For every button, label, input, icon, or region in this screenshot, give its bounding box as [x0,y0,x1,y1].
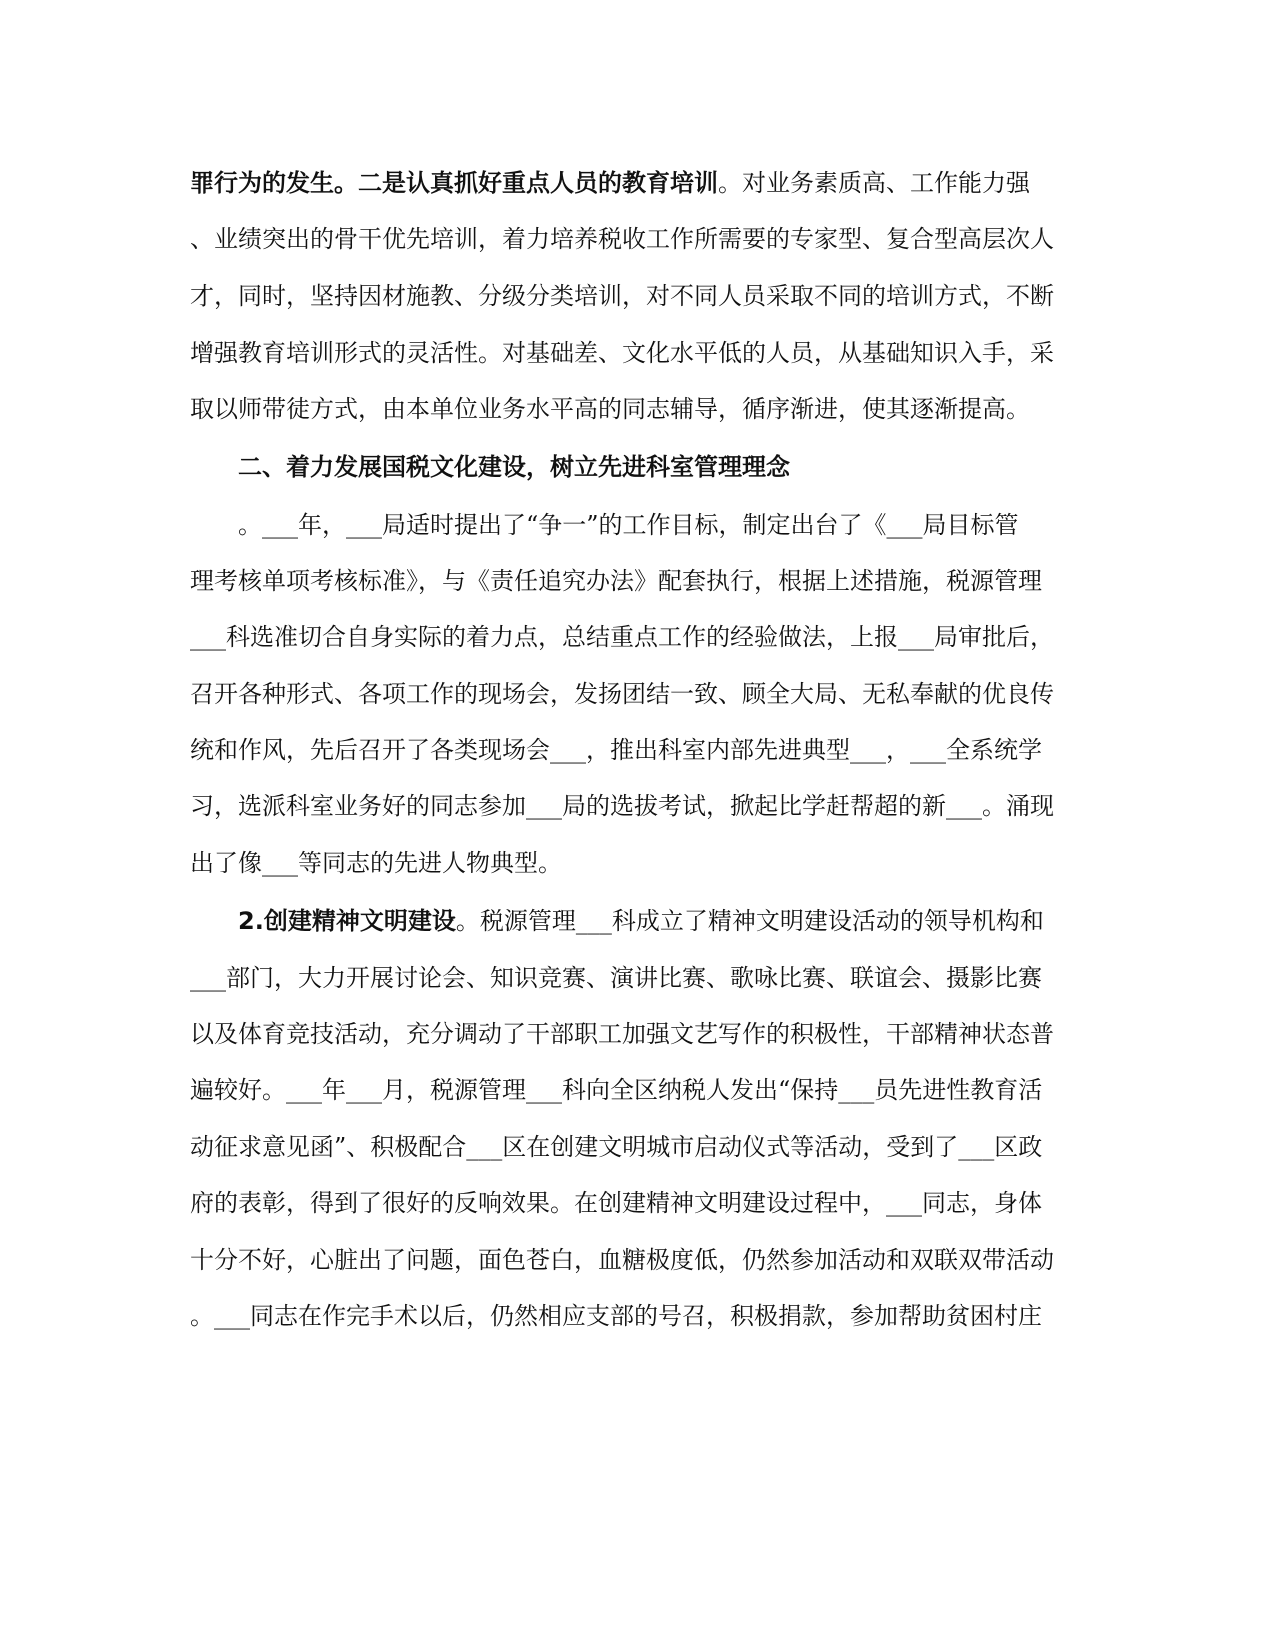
text-run: ___部门，大力开展讨论会、知识竞赛、演讲比赛、歌咏比赛、联谊会、摄影比赛 [190,964,1042,992]
text-run: 府的表彰，得到了很好的反响效果。在创建精神文明建设过程中，___同志，身体 [190,1189,1042,1217]
text-run: 十分不好，心脏出了问题，面色苍白，血糖极度低，仍然参加活动和双联双带活动 [190,1246,1054,1274]
text-line-13 [190,848,1090,878]
text-run: 召开各种形式、各项工作的现场会，发扬团结一致、顾全大局、无私奉献的优良传 [190,680,1054,708]
text-line-17 [190,1075,1090,1105]
text-run: 才，同时，坚持因材施教、分级分类培训，对不同人员采取不同的培训方式，不断 [190,282,1054,310]
text-run: 动征求意见函”、积极配合___区在创建文明城市启动仪式等活动，受到了___区政 [190,1133,1043,1161]
text-line-3 [190,281,1090,311]
text-line-4 [190,338,1090,368]
text-line-16 [190,1019,1090,1049]
text-line-8 [190,566,1090,596]
text-line-5 [190,394,1090,424]
text-run: 理考核单项考核标准》，与《责任追究办法》配套执行，根据上述措施，税源管理 [190,567,1042,595]
text-run: 统和作风，先后召开了各类现场会___，推出科室内部先进典型___，___全系统学 [190,736,1042,764]
text-run: 习，选派科室业务好的同志参加___局的选拔考试，掀起比学赶帮超的新___。涌现 [190,792,1054,820]
text-line-21 [190,1301,1090,1331]
text-line-15 [190,963,1090,993]
text-run: 遍较好。___年___月，税源管理___科向全区纳税人发出“保持___员先进性教育活 [190,1076,1043,1104]
bold-run: 罪行为的发生。二是认真抓好重点人员的教育培训 [190,169,718,197]
text-line-18 [190,1132,1090,1162]
text-line-19 [190,1188,1090,1218]
text-run: 。___年，___局适时提出了“争一”的工作目标，制定出台了《___局目标管 [238,511,1019,539]
text-run: 增强教育培训形式的灵活性。对基础差、文化水平低的人员，从基础知识入手，采 [190,339,1054,367]
text-run: 以及体育竞技活动，充分调动了干部职工加强文艺写作的积极性，干部精神状态普 [190,1020,1054,1048]
heading-text: 二、着力发展国税文化建设，树立先进科室管理理念 [238,453,790,481]
text-run: 、业绩突出的骨干优先培训，着力培养税收工作所需要的专家型、复合型高层次人 [190,225,1054,253]
text-run: 出了像___等同志的先进人物典型。 [190,849,562,877]
text-run: ___科选准切合自身实际的着力点，总结重点工作的经验做法，上报___局审批后， [190,623,1054,651]
section-heading [238,452,1138,482]
text-line-14 [238,906,1138,936]
text-line-10 [190,679,1090,709]
text-run: 。税源管理___科成立了精神文明建设活动的领导机构和 [455,907,1044,935]
text-run: 取以师带徒方式，由本单位业务水平高的同志辅导，循序渐进，使其逐渐提高。 [190,395,1030,423]
text-run: 。对业务素质高、工作能力强 [718,169,1030,197]
text-line-2 [190,224,1090,254]
text-line-12 [190,791,1090,821]
text-run: 。___同志在作完手术以后，仍然相应支部的号召，积极捐款，参加帮助贫困村庄 [190,1302,1042,1330]
text-line-9 [190,622,1090,652]
text-line-7 [238,510,1138,540]
text-line-1 [190,168,1090,198]
text-line-11 [190,735,1090,765]
text-line-20 [190,1245,1090,1275]
bold-run: 2.创建精神文明建设 [238,907,456,935]
